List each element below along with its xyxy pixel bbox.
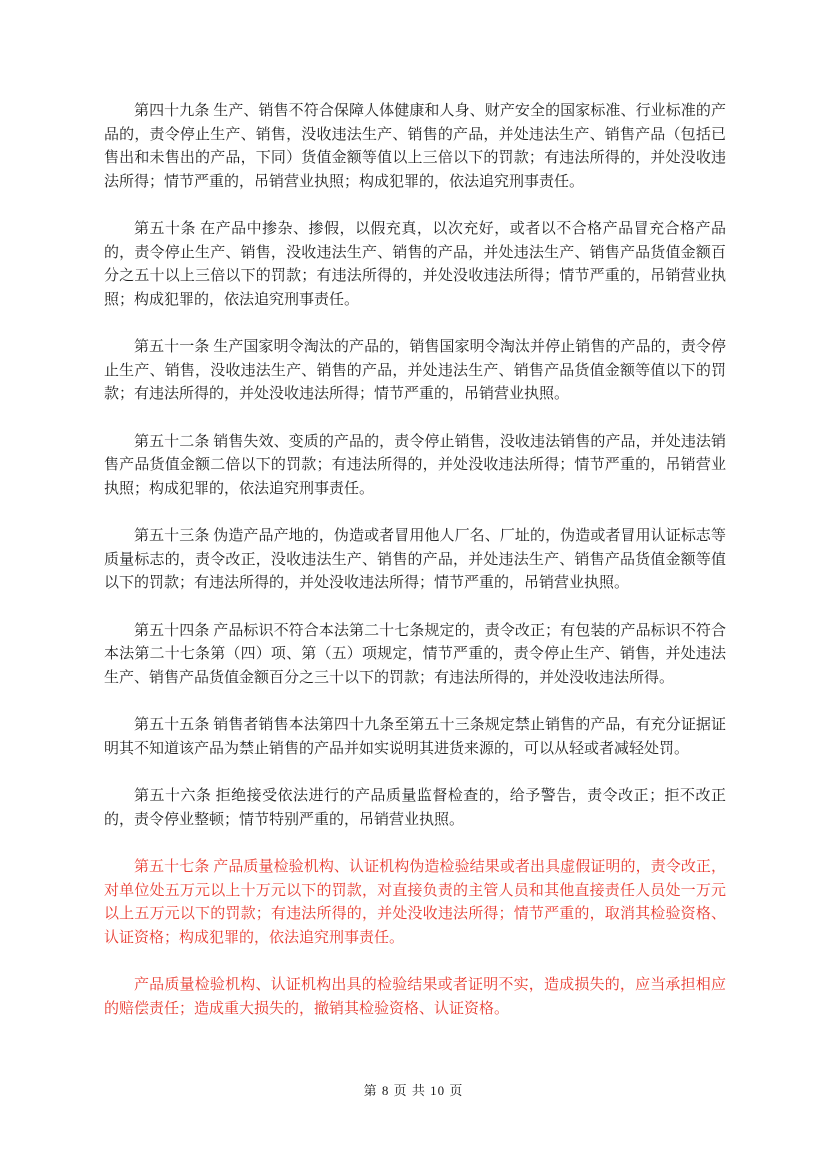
document-body (104, 100, 726, 1045)
legal-article-paragraph: 第四十九条 生产、销售不符合保障人体健康和人身、财产安全的国家标准、行业标准的产品的，责令停止生产、销售，没收违法生产、销售的产品，并处违法生产、销售产品（包括已售出和未售出的产品，下同）货值金额等值以上三倍以下的罚款；有违法所得的，并处没收违法所得；情节严重的，吊销营业执照；构成犯罪的，依法追究刑事责任。 (104, 103, 726, 190)
legal-article-paragraph: 产品质量检验机构、认证机构出具的检验结果或者证明不实，造成损失的，应当承担相应的赔偿责任；造成重大损失的，撤销其检验资格、认证资格。 (104, 977, 726, 1017)
legal-article-paragraph: 第五十一条 生产国家明令淘汰的产品的，销售国家明令淘汰并停止销售的产品的，责令停止生产、销售，没收违法生产、销售的产品，并处违法生产、销售产品货值金额等值以下的罚款；有违法所得的，并处没收违法所得；情节严重的，吊销营业执照。 (104, 339, 726, 402)
legal-article-paragraph: 第五十六条 拒绝接受依法进行的产品质量监督检查的，给予警告，责令改正；拒不改正的，责令停业整顿；情节特别严重的，吊销营业执照。 (104, 788, 726, 828)
legal-article-paragraph: 第五十三条 伪造产品产地的，伪造或者冒用他人厂名、厂址的，伪造或者冒用认证标志等质量标志的，责令改正，没收违法生产、销售的产品，并处违法生产、销售产品货值金额等值以下的罚款；有违法所得的，并处没收违法所得；情节严重的，吊销营业执照。 (104, 528, 726, 591)
legal-article-paragraph: 第五十二条 销售失效、变质的产品的，责令停止销售，没收违法销售的产品，并处违法销售产品货值金额二倍以下的罚款；有违法所得的，并处没收违法所得；情节严重的，吊销营业执照；构成犯罪的，依法追究刑事责任。 (104, 433, 726, 497)
legal-article-paragraph: 第五十七条 产品质量检验机构、认证机构伪造检验结果或者出具虚假证明的，责令改正，对单位处五万元以上十万元以下的罚款，对直接负责的主管人员和其他直接责任人员处一万元以上五万元以下的罚款；有违法所得的，并处没收违法所得；情节严重的，取消其检验资格、认证资格；构成犯罪的，依法追究刑事责任。 (104, 859, 726, 946)
legal-article-paragraph: 第五十五条 销售者销售本法第四十九条至第五十三条规定禁止销售的产品，有充分证据证明其不知道该产品为禁止销售的产品并如实说明其进货来源的，可以从轻或者减轻处罚。 (104, 717, 726, 757)
page-footer: 第 8 页 共 10 页 (363, 1083, 464, 1098)
legal-article-paragraph: 第五十四条 产品标识不符合本法第二十七条规定的，责令改正；有包装的产品标识不符合本法第二十七条第（四）项、第（五）项规定，情节严重的，责令停止生产、销售，并处违法生产、销售产品货值金额百分之三十以下的罚款；有违法所得的，并处没收违法所得。 (104, 622, 726, 686)
legal-article-paragraph: 第五十条 在产品中掺杂、掺假，以假充真，以次充好，或者以不合格产品冒充合格产品的，责令停止生产、销售，没收违法生产、销售的产品，并处违法生产、销售产品货值金额百分之五十以上三倍以下的罚款；有违法所得的，并处没收违法所得；情节严重的，吊销营业执照；构成犯罪的，依法追究刑事责任。 (104, 221, 726, 308)
